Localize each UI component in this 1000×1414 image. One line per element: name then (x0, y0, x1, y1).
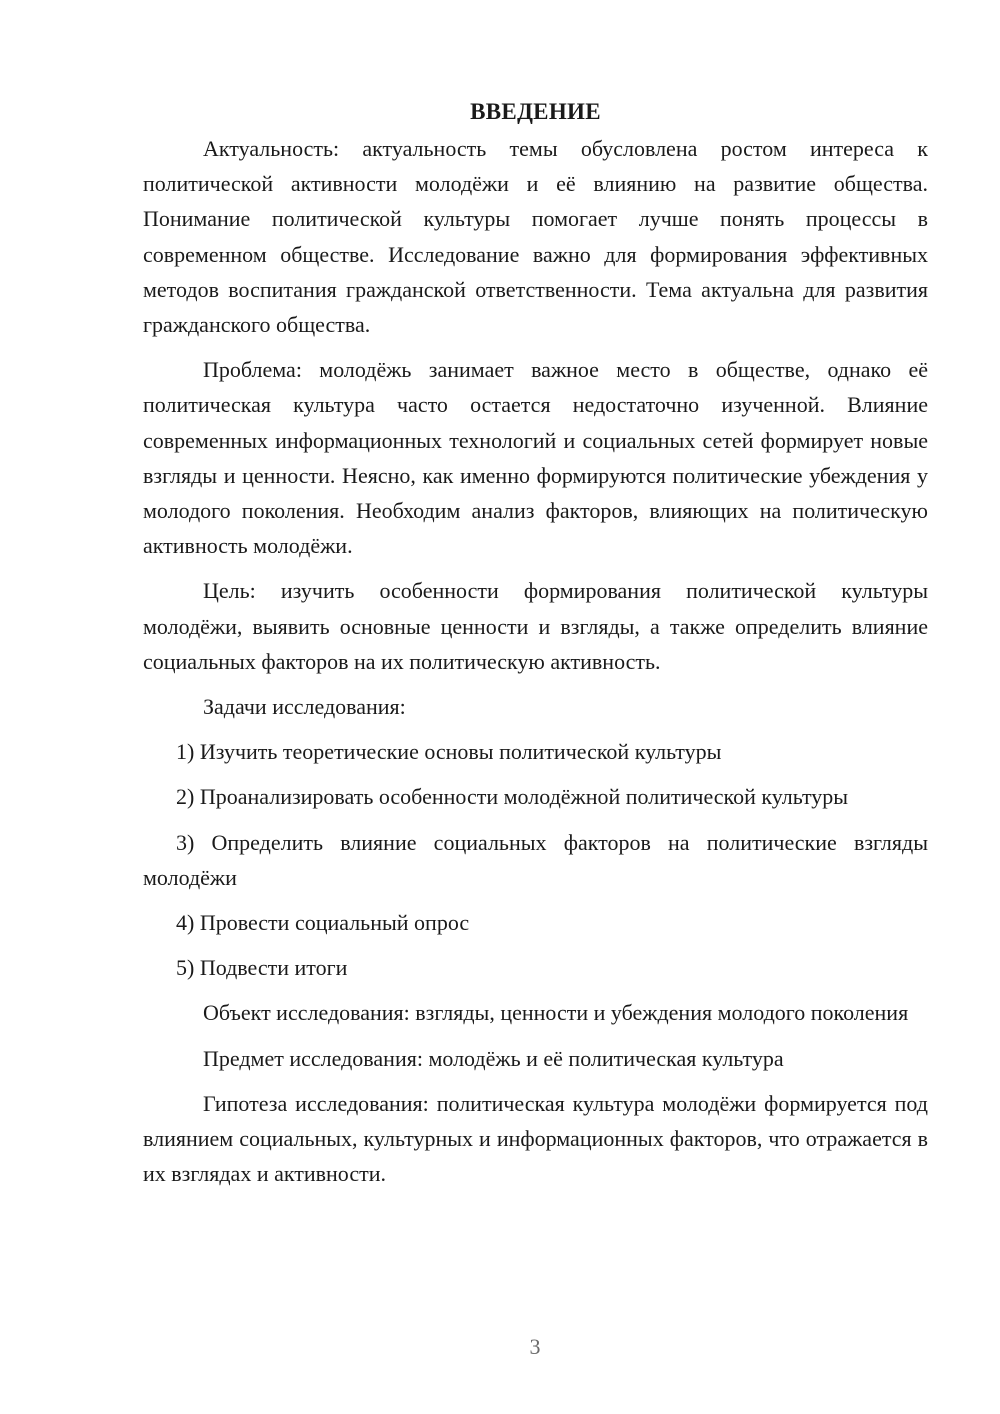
problem-paragraph: Проблема: молодёжь занимает важное место в обществе, однако её политическая культура часто остается недостаточно изученной. Влияние современных информационных технологий и социальных сетей формирует новые взгляды и ценности. Неясно, как именно формируются политические убеждения у молодого поколения. Необходим анализ факторов, влияющих на политическую активность молодёжи. (143, 357, 928, 559)
hypothesis-paragraph: Гипотеза исследования: политическая культура молодёжи формируется под влиянием социальных, культурных и информационных факторов, что отражается в их взглядах и активности. (143, 1090, 928, 1187)
goal-paragraph: Цель: изучить особенности формирования политической культуры молодёжи, выявить основные ценности и взгляды, а также определить влияние социальных факторов на их политическую активность. (143, 578, 928, 674)
task-item: 5) Подвести итоги (176, 955, 348, 981)
task-item: 2) Проанализировать особенности молодёжной политической культуры (176, 784, 849, 810)
task-item: 4) Провести социальный опрос (176, 910, 470, 936)
research-object-paragraph: Объект исследования: взгляды, ценности и убеждения молодого поколения (203, 1000, 909, 1026)
tasks-heading: Задачи исследования: (203, 694, 406, 720)
page-number: 3 (529, 1334, 541, 1359)
task-item: 3) Определить влияние социальных факторов на политические взгляды молодёжи (143, 829, 928, 890)
task-item: 1) Изучить теоретические основы политической культуры (176, 739, 722, 765)
research-subject-paragraph: Предмет исследования: молодёжь и её политическая культура (203, 1045, 784, 1071)
document-page (143, 94, 928, 1201)
relevance-paragraph: Актуальность: актуальность темы обусловлена ростом интереса к политической активности молодёжи и её влиянию на развитие общества. Понимание политической культуры помогает лучше понять процессы в современном обществе. Исследование важно для формирования эффективных методов воспитания гражданской ответственности. Тема актуальна для развития гражданского общества. (143, 136, 928, 338)
page-title: ВВЕДЕНИЕ (470, 99, 601, 124)
